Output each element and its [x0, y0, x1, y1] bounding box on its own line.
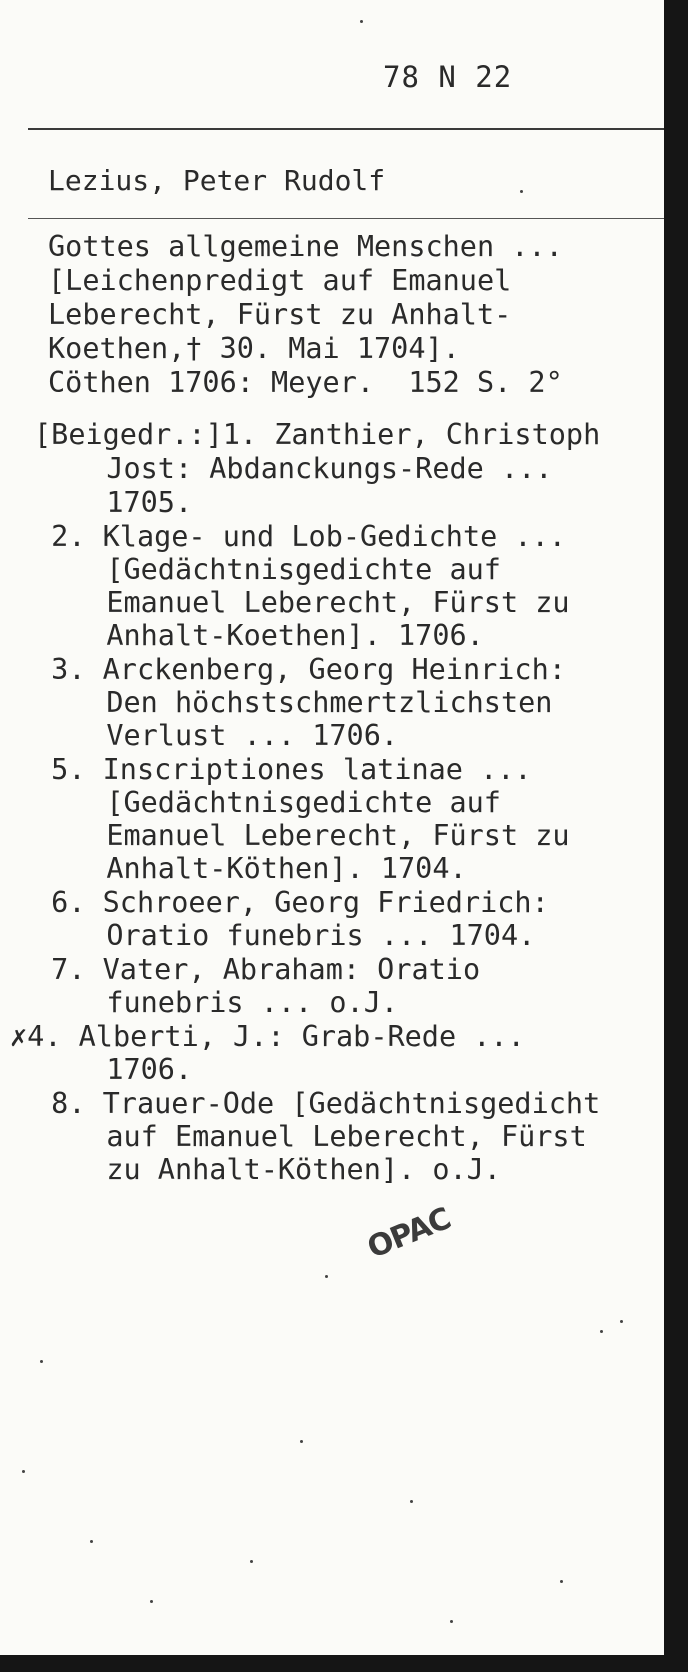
- contents-line: 7. Vater, Abraham: Oratio: [34, 953, 481, 986]
- author-heading: Lezius, Peter Rudolf: [48, 164, 386, 197]
- contents-line: Anhalt-Koethen]. 1706.: [72, 619, 484, 652]
- contents-line: Oratio funebris ... 1704.: [72, 919, 536, 952]
- contents-line: 3. Arckenberg, Georg Heinrich:: [34, 653, 566, 686]
- contents-line: Emanuel Leberecht, Fürst zu: [72, 819, 570, 852]
- title-line: [Leichenpredigt auf Emanuel: [48, 264, 512, 297]
- contents-line: Den höchstschmertzlichsten: [72, 686, 553, 719]
- contents-line: Anhalt-Köthen]. 1704.: [72, 852, 467, 885]
- scan-border-bottom: [0, 1655, 688, 1672]
- contents-line: funebris ... o.J.: [72, 986, 399, 1019]
- contents-line: [Gedächtnisgedichte auf: [72, 786, 501, 819]
- contents-line: zu Anhalt-Köthen]. o.J.: [72, 1153, 501, 1186]
- title-line: Koethen,† 30. Mai 1704].: [48, 332, 460, 365]
- contents-line: 8. Trauer-Ode [Gedächtnisgedicht: [34, 1087, 601, 1120]
- contents-line: Verlust ... 1706.: [72, 719, 399, 752]
- contents-line: auf Emanuel Leberecht, Fürst: [72, 1120, 587, 1153]
- contents-line: Emanuel Leberecht, Fürst zu: [72, 586, 570, 619]
- title-line: Gottes allgemeine Menschen ...: [48, 230, 563, 263]
- contents-line: [Beigedr.:]1. Zanthier, Christoph: [34, 418, 601, 451]
- contents-line: Jost: Abdanckungs-Rede ...: [72, 452, 553, 485]
- scan-border-right: [664, 0, 688, 1672]
- title-line: Leberecht, Fürst zu Anhalt-: [48, 298, 512, 331]
- heading-rule: [28, 218, 664, 219]
- contents-line: 2. Klage- und Lob-Gedichte ...: [34, 520, 566, 553]
- contents-line: [Gedächtnisgedichte auf: [72, 553, 501, 586]
- imprint-line: Cöthen 1706: Meyer. 152 S. 2°: [48, 366, 563, 399]
- top-rule: [28, 128, 664, 130]
- contents-line: ✗4. Alberti, J.: Grab-Rede ...: [10, 1020, 525, 1053]
- opac-stamp: OPAC: [362, 1201, 456, 1266]
- shelfmark: 78 N 22: [383, 60, 513, 94]
- contents-line: 6. Schroeer, Georg Friedrich:: [34, 886, 549, 919]
- contents-line: 1705.: [72, 486, 193, 519]
- contents-line: 1706.: [72, 1053, 193, 1086]
- contents-line: 5. Inscriptiones latinae ...: [34, 753, 532, 786]
